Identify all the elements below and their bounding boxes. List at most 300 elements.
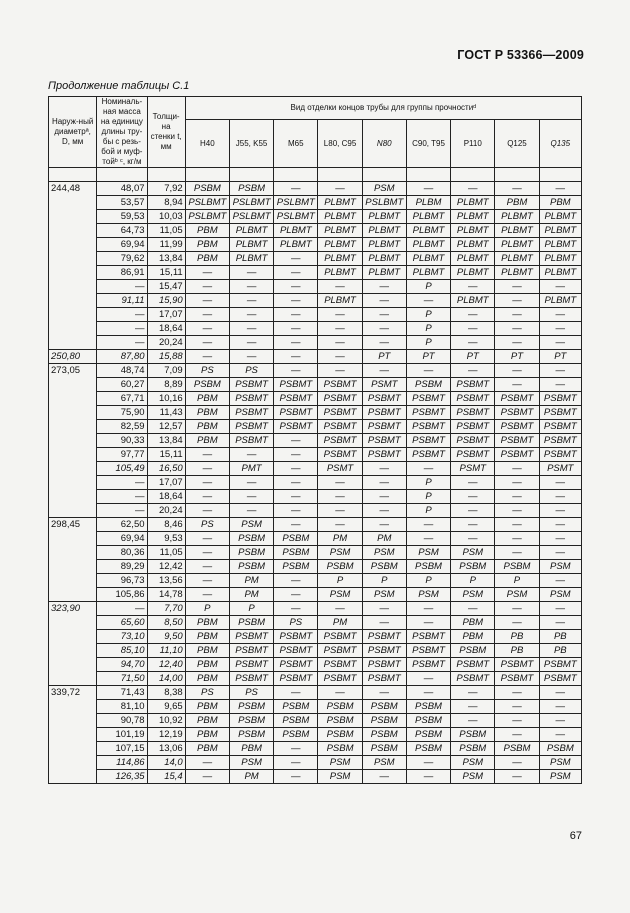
finish-cell: PSBM [406, 560, 450, 574]
wall-cell: 13,84 [147, 434, 185, 448]
finish-cell: PLBMT [362, 210, 406, 224]
finish-cell: PSBMT [229, 658, 273, 672]
finish-cell: — [274, 770, 318, 784]
finish-cell: PSM [451, 588, 495, 602]
wall-cell: 15,90 [147, 294, 185, 308]
finish-cell: — [318, 350, 362, 364]
finish-cell: PSBM [229, 728, 273, 742]
finish-cell: PSBM [451, 644, 495, 658]
finish-cell: — [539, 728, 581, 742]
finish-cell: PSBM [318, 728, 362, 742]
finish-cell: PSM [362, 588, 406, 602]
col-header-grade: C90, T95 [406, 120, 450, 168]
finish-cell: PBM [185, 728, 229, 742]
finish-cell: PSBMT [451, 658, 495, 672]
finish-cell: P [406, 336, 450, 350]
finish-cell: PSM [229, 518, 273, 532]
finish-cell: — [274, 490, 318, 504]
mass-cell: 96,73 [97, 574, 147, 588]
table-row [49, 504, 582, 518]
wall-cell: 12,42 [147, 560, 185, 574]
finish-cell: PSLBMT [229, 196, 273, 210]
finish-cell: PSBM [274, 560, 318, 574]
wall-cell: 11,05 [147, 546, 185, 560]
finish-cell: — [274, 322, 318, 336]
finish-cell: — [451, 686, 495, 700]
table-row [49, 350, 582, 364]
finish-cell: PSBM [185, 378, 229, 392]
table-row [49, 420, 582, 434]
finish-cell: PSBMT [318, 630, 362, 644]
table-caption: Продолжение таблицы С.1 [48, 80, 190, 92]
finish-cell: P [406, 476, 450, 490]
finish-cell: PSBM [229, 532, 273, 546]
finish-cell: PT [362, 350, 406, 364]
finish-cell: — [495, 322, 539, 336]
finish-cell: PSBM [539, 742, 581, 756]
finish-cell: — [451, 336, 495, 350]
finish-cell: PSMT [318, 462, 362, 476]
mass-cell: 64,73 [97, 224, 147, 238]
mass-cell: — [97, 336, 147, 350]
finish-cell: — [318, 504, 362, 518]
wall-cell: 7,70 [147, 602, 185, 616]
finish-cell: — [362, 518, 406, 532]
finish-cell: P [185, 602, 229, 616]
finish-cell: PB [539, 630, 581, 644]
finish-cell: PSBMT [406, 420, 450, 434]
mass-cell: 80,36 [97, 546, 147, 560]
finish-cell: PSBMT [539, 420, 581, 434]
finish-cell: PBM [185, 742, 229, 756]
wall-cell: 10,16 [147, 392, 185, 406]
finish-cell: PBM [185, 714, 229, 728]
finish-cell: PSBMT [229, 406, 273, 420]
mass-cell: 89,29 [97, 560, 147, 574]
finish-cell: — [495, 532, 539, 546]
table-row [49, 686, 582, 700]
finish-cell: PLBMT [539, 224, 581, 238]
finish-cell: PSBMT [406, 448, 450, 462]
mass-cell: 81,10 [97, 700, 147, 714]
finish-cell: PSM [318, 770, 362, 784]
finish-cell: PLBMT [229, 252, 273, 266]
finish-cell: PT [539, 350, 581, 364]
finish-cell: PSBMT [318, 392, 362, 406]
finish-cell: — [274, 588, 318, 602]
finish-cell: — [185, 350, 229, 364]
mass-cell: 82,59 [97, 420, 147, 434]
finish-cell: P [406, 574, 450, 588]
outer-diameter-cell: 298,45 [49, 518, 97, 602]
finish-cell: — [274, 756, 318, 770]
finish-cell: PT [451, 350, 495, 364]
finish-cell: — [274, 462, 318, 476]
table-row [49, 490, 582, 504]
table-row [49, 182, 582, 196]
finish-cell: — [229, 350, 273, 364]
finish-cell: PSBMT [451, 420, 495, 434]
mass-cell: 105,49 [97, 462, 147, 476]
finish-cell: — [495, 616, 539, 630]
finish-cell: PSBMT [495, 672, 539, 686]
finish-cell: PBM [185, 700, 229, 714]
finish-cell: PLBMT [539, 294, 581, 308]
finish-cell: PLBMT [451, 252, 495, 266]
finish-cell: — [495, 294, 539, 308]
finish-cell: PB [495, 630, 539, 644]
finish-cell: — [318, 182, 362, 196]
finish-cell: PSBMT [318, 434, 362, 448]
mass-cell: 90,33 [97, 434, 147, 448]
outer-diameter-cell: 250,80 [49, 350, 97, 364]
mass-cell: — [97, 490, 147, 504]
table-row [49, 210, 582, 224]
table-row [49, 756, 582, 770]
finish-cell: PSLBMT [185, 210, 229, 224]
table-row [49, 434, 582, 448]
finish-cell: — [539, 532, 581, 546]
finish-cell: PSBMT [539, 434, 581, 448]
finish-cell: PM [229, 574, 273, 588]
finish-cell: PSBM [318, 742, 362, 756]
finish-cell: PS [229, 364, 273, 378]
finish-cell: PM [229, 770, 273, 784]
finish-cell: — [406, 770, 450, 784]
wall-cell: 15,11 [147, 448, 185, 462]
finish-cell: — [539, 490, 581, 504]
finish-cell: — [495, 308, 539, 322]
wall-cell: 12,19 [147, 728, 185, 742]
finish-cell: PSBMT [451, 392, 495, 406]
finish-cell: — [362, 504, 406, 518]
mass-cell: 107,15 [97, 742, 147, 756]
finish-cell: — [495, 546, 539, 560]
finish-cell: PSBM [362, 560, 406, 574]
finish-cell: PLBMT [318, 238, 362, 252]
finish-cell: — [229, 322, 273, 336]
finish-cell: PSBMT [362, 434, 406, 448]
finish-cell: — [274, 434, 318, 448]
finish-cell: — [185, 560, 229, 574]
finish-cell: PSBMT [495, 658, 539, 672]
table-row [49, 616, 582, 630]
table-row [49, 280, 582, 294]
finish-cell: PSBMT [451, 672, 495, 686]
finish-cell: PSBMT [495, 406, 539, 420]
finish-cell: PSM [539, 588, 581, 602]
finish-cell: PLBMT [274, 224, 318, 238]
finish-cell: — [451, 518, 495, 532]
finish-cell: PLBMT [229, 224, 273, 238]
finish-cell: PSBMT [229, 392, 273, 406]
finish-cell: — [406, 518, 450, 532]
finish-cell: PLBMT [539, 252, 581, 266]
finish-cell: PB [495, 644, 539, 658]
finish-cell: PSBMT [318, 672, 362, 686]
finish-cell: PSBMT [406, 658, 450, 672]
finish-cell: PSBMT [406, 644, 450, 658]
finish-cell: — [318, 686, 362, 700]
finish-cell: PSBMT [362, 392, 406, 406]
finish-cell: PSM [451, 770, 495, 784]
finish-cell: — [185, 504, 229, 518]
finish-cell: — [274, 308, 318, 322]
table-row [49, 462, 582, 476]
finish-cell: — [185, 574, 229, 588]
finish-cell: PSBMT [362, 420, 406, 434]
finish-cell: PSBM [274, 700, 318, 714]
wall-cell: 8,38 [147, 686, 185, 700]
finish-cell: — [274, 252, 318, 266]
finish-cell: — [495, 686, 539, 700]
finish-cell: — [362, 308, 406, 322]
finish-cell: PSBMT [318, 378, 362, 392]
finish-cell: PBM [539, 196, 581, 210]
finish-cell: P [495, 574, 539, 588]
finish-cell: — [362, 364, 406, 378]
finish-cell: — [318, 364, 362, 378]
table-row [49, 630, 582, 644]
finish-cell: PBM [451, 616, 495, 630]
finish-cell: PLBMT [362, 224, 406, 238]
finish-cell: PM [229, 588, 273, 602]
finish-cell: — [362, 294, 406, 308]
finish-cell: — [539, 308, 581, 322]
finish-cell: — [362, 616, 406, 630]
mass-cell: 71,50 [97, 672, 147, 686]
finish-cell: PLBMT [318, 224, 362, 238]
finish-cell: PSBM [185, 182, 229, 196]
finish-cell: PSBMT [318, 658, 362, 672]
finish-cell: — [362, 770, 406, 784]
finish-cell: — [229, 280, 273, 294]
finish-cell: PSBMT [362, 672, 406, 686]
finish-cell: — [274, 448, 318, 462]
finish-cell: PSM [229, 756, 273, 770]
finish-cell: P [406, 280, 450, 294]
finish-cell: PSBMT [451, 448, 495, 462]
finish-cell: PSBMT [362, 658, 406, 672]
wall-cell: 18,64 [147, 490, 185, 504]
finish-cell: — [362, 602, 406, 616]
col-header-grade: M65 [274, 120, 318, 168]
table-row [49, 378, 582, 392]
finish-cell: — [451, 490, 495, 504]
table-row [49, 560, 582, 574]
finish-cell: PLBMT [318, 196, 362, 210]
wall-cell: 8,50 [147, 616, 185, 630]
table-row [49, 308, 582, 322]
finish-cell: — [495, 602, 539, 616]
finish-cell: PSBM [451, 560, 495, 574]
mass-cell: 65,60 [97, 616, 147, 630]
finish-cell: PSM [539, 770, 581, 784]
finish-cell: PSBMT [229, 672, 273, 686]
finish-cell: PSBMT [229, 378, 273, 392]
table-row [49, 392, 582, 406]
finish-cell: PSBM [362, 714, 406, 728]
finish-cell: PSBMT [539, 392, 581, 406]
table-row [49, 294, 582, 308]
finish-cell: PSBMT [406, 434, 450, 448]
wall-cell: 15,47 [147, 280, 185, 294]
finish-cell: — [362, 336, 406, 350]
mass-cell: 71,43 [97, 686, 147, 700]
finish-cell: P [406, 504, 450, 518]
finish-cell: PBM [185, 238, 229, 252]
finish-cell: PSMT [362, 378, 406, 392]
finish-cell: — [451, 322, 495, 336]
finish-cell: — [495, 462, 539, 476]
finish-cell: PSBMT [274, 672, 318, 686]
finish-cell: PLBM [406, 196, 450, 210]
finish-cell: PSM [451, 546, 495, 560]
finish-cell: PLBMT [495, 238, 539, 252]
outer-diameter-cell: 339,72 [49, 686, 97, 784]
finish-cell: PSBM [229, 616, 273, 630]
finish-cell: PBM [229, 742, 273, 756]
table-row [49, 448, 582, 462]
table-row [49, 602, 582, 616]
finish-cell: — [318, 476, 362, 490]
outer-diameter-cell: 273,05 [49, 364, 97, 518]
mass-cell: 60,27 [97, 378, 147, 392]
finish-cell: PBM [185, 658, 229, 672]
finish-cell: PSM [406, 588, 450, 602]
wall-cell: 15,88 [147, 350, 185, 364]
finish-cell: — [495, 476, 539, 490]
finish-cell: PLBMT [362, 252, 406, 266]
wall-cell: 7,09 [147, 364, 185, 378]
finish-cell: PLBMT [362, 266, 406, 280]
table-row [49, 518, 582, 532]
finish-cell: — [495, 490, 539, 504]
finish-cell: PSBMT [229, 434, 273, 448]
finish-cell: — [539, 182, 581, 196]
finish-cell: P [406, 308, 450, 322]
finish-cell: PSBMT [539, 672, 581, 686]
finish-cell: — [274, 350, 318, 364]
finish-cell: — [539, 616, 581, 630]
finish-cell: PS [185, 364, 229, 378]
finish-cell: — [274, 266, 318, 280]
finish-cell: — [495, 700, 539, 714]
finish-cell: — [406, 672, 450, 686]
finish-cell: — [274, 518, 318, 532]
finish-cell: PSM [362, 182, 406, 196]
finish-cell: — [495, 770, 539, 784]
finish-cell: — [539, 518, 581, 532]
finish-cell: PSBMT [451, 406, 495, 420]
finish-cell: PLBMT [495, 252, 539, 266]
finish-cell: — [229, 308, 273, 322]
finish-cell: PSLBMT [362, 196, 406, 210]
finish-cell: PSBMT [451, 434, 495, 448]
finish-cell: PSM [406, 546, 450, 560]
table-row [49, 588, 582, 602]
finish-cell: PSM [362, 756, 406, 770]
finish-cell: PBM [495, 196, 539, 210]
col-header-grade: P110 [451, 120, 495, 168]
finish-cell: PLBMT [318, 252, 362, 266]
finish-cell: PLBMT [451, 294, 495, 308]
wall-cell: 17,07 [147, 476, 185, 490]
finish-cell: — [318, 280, 362, 294]
wall-cell: 14,00 [147, 672, 185, 686]
table-row [49, 728, 582, 742]
finish-cell: PSBM [406, 714, 450, 728]
finish-cell: — [362, 686, 406, 700]
finish-cell: — [185, 490, 229, 504]
finish-cell: PBM [185, 434, 229, 448]
finish-cell: PSLBMT [185, 196, 229, 210]
finish-cell: — [185, 266, 229, 280]
finish-cell: — [539, 280, 581, 294]
finish-cell: PLBMT [495, 266, 539, 280]
wall-cell: 20,24 [147, 504, 185, 518]
finish-cell: — [318, 308, 362, 322]
mass-cell: 101,19 [97, 728, 147, 742]
finish-cell: PLBMT [318, 210, 362, 224]
finish-cell: — [451, 308, 495, 322]
finish-cell: PLBMT [274, 238, 318, 252]
finish-cell: PSBM [495, 560, 539, 574]
wall-cell: 15,4 [147, 770, 185, 784]
table-row [49, 658, 582, 672]
finish-cell: — [495, 504, 539, 518]
finish-cell: — [185, 462, 229, 476]
finish-cell: PBM [185, 644, 229, 658]
finish-cell: PS [229, 686, 273, 700]
finish-cell: — [362, 280, 406, 294]
outer-diameter-cell: 244,48 [49, 182, 97, 350]
table-row [49, 238, 582, 252]
finish-cell: PBM [185, 672, 229, 686]
table-row [49, 574, 582, 588]
col-header-grade: H40 [185, 120, 229, 168]
mass-cell: 62,50 [97, 518, 147, 532]
finish-cell: PMT [229, 462, 273, 476]
wall-cell: 17,07 [147, 308, 185, 322]
finish-cell: PSMT [451, 462, 495, 476]
finish-cell: PLBMT [539, 210, 581, 224]
finish-cell: P [406, 322, 450, 336]
wall-cell: 8,89 [147, 378, 185, 392]
finish-cell: PSBM [318, 700, 362, 714]
mass-cell: — [97, 322, 147, 336]
finish-cell: P [229, 602, 273, 616]
mass-cell: 53,57 [97, 196, 147, 210]
finish-cell: — [185, 322, 229, 336]
finish-cell: — [274, 364, 318, 378]
finish-cell: — [495, 280, 539, 294]
finish-cell: PSBM [229, 700, 273, 714]
finish-cell: PSBM [274, 532, 318, 546]
finish-cell: — [539, 476, 581, 490]
table-row [49, 672, 582, 686]
finish-cell: — [451, 532, 495, 546]
page-number: 67 [569, 830, 582, 842]
finish-cell: — [185, 448, 229, 462]
finish-cell: PBM [185, 392, 229, 406]
finish-cell: PBM [185, 252, 229, 266]
col-header-wall: Толщи-на стенки t, мм [147, 97, 185, 168]
col-header-grade: L80, C95 [318, 120, 362, 168]
finish-cell: — [274, 294, 318, 308]
mass-cell: 97,77 [97, 448, 147, 462]
finish-cell: PSBMT [274, 406, 318, 420]
